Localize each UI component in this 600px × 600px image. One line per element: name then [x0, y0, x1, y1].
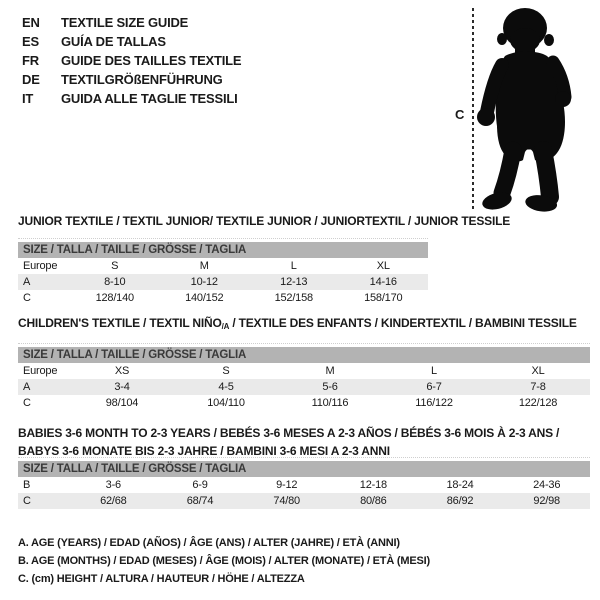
- value-cell: 86/92: [446, 495, 474, 507]
- height-dotted-line: [472, 8, 474, 210]
- language-row-en: [22, 13, 241, 32]
- language-label: GUÍA DE TALLAS: [61, 34, 166, 49]
- size-cell: M: [325, 365, 335, 377]
- language-row-fr: [22, 51, 241, 70]
- value-cell: 12-13: [280, 276, 308, 288]
- size-header-bar: SIZE / TALLA / TAILLE / GRÖSSE / TAGLIA: [18, 242, 428, 258]
- heading-text: CHILDREN'S TEXTILE / TEXTIL NIÑO: [18, 316, 222, 330]
- value-cell: 68/74: [186, 495, 214, 507]
- language-label: GUIDE DES TAILLES TEXTILE: [61, 53, 242, 68]
- row-label: C: [23, 292, 31, 304]
- value-cell: 6-7: [426, 381, 442, 393]
- language-label: GUIDA ALLE TAGLIE TESSILI: [61, 91, 238, 106]
- row-label: C: [23, 495, 31, 507]
- language-code: IT: [22, 91, 34, 106]
- height-c-label: C: [455, 107, 465, 122]
- language-title-block: [22, 13, 241, 108]
- row-label: A: [23, 381, 31, 393]
- value-cell: 158/170: [364, 292, 403, 304]
- babies-section-heading: [18, 424, 559, 460]
- table-row: [18, 379, 590, 395]
- size-cell: XS: [114, 365, 130, 377]
- value-cell: 80/86: [360, 495, 387, 507]
- value-cell: 110/116: [311, 397, 349, 409]
- language-code: DE: [22, 72, 40, 87]
- table-row: [18, 290, 428, 306]
- value-cell: 18-24: [446, 479, 474, 491]
- row-label: Europe: [23, 365, 58, 377]
- row-label: B: [23, 479, 31, 491]
- table-row: [18, 477, 590, 493]
- value-cell: 128/140: [95, 292, 134, 304]
- language-row-it: [22, 89, 241, 108]
- language-label: TEXTILE SIZE GUIDE: [61, 15, 189, 30]
- value-cell: 10-12: [190, 276, 218, 288]
- value-cell: 14-16: [369, 276, 397, 288]
- row-label: C: [23, 397, 31, 409]
- junior-size-table: [18, 238, 428, 306]
- row-label: Europe: [23, 260, 58, 272]
- table-top-rule: [18, 343, 590, 344]
- table-row: [18, 395, 590, 411]
- value-cell: 8-10: [104, 276, 126, 288]
- table-row: [18, 493, 590, 509]
- language-row-es: [22, 32, 241, 51]
- table-row: [18, 258, 428, 274]
- value-cell: 104/110: [207, 397, 245, 409]
- table-top-rule: [18, 457, 590, 458]
- table-row: [18, 274, 428, 290]
- legend-notes: [18, 534, 430, 588]
- children-section-heading: [18, 317, 577, 333]
- language-code: EN: [22, 15, 40, 30]
- language-code: FR: [22, 53, 39, 68]
- value-cell: 98/104: [105, 397, 139, 409]
- children-size-table: [18, 343, 590, 411]
- value-cell: 5-6: [322, 381, 338, 393]
- language-code: ES: [22, 34, 39, 49]
- size-cell: M: [199, 260, 209, 272]
- value-cell: 152/158: [274, 292, 313, 304]
- size-cell: XL: [376, 260, 390, 272]
- heading-line-2: BABYS 3-6 MONATE BIS 2-3 JAHRE / BAMBINI 3-6 MESI A 2-3 ANNI: [18, 444, 390, 458]
- value-cell: 74/80: [273, 495, 300, 507]
- language-label: TEXTILGRÖßENFÜHRUNG: [61, 72, 223, 87]
- value-cell: 7-8: [530, 381, 546, 393]
- value-cell: 3-4: [114, 381, 130, 393]
- value-cell: 122/128: [518, 397, 558, 409]
- size-cell: L: [431, 365, 437, 377]
- row-label: A: [23, 276, 31, 288]
- value-cell: 3-6: [105, 479, 121, 491]
- babies-size-table: [18, 457, 590, 509]
- value-cell: 116/122: [415, 397, 453, 409]
- size-header-bar: SIZE / TALLA / TAILLE / GRÖSSE / TAGLIA: [18, 461, 590, 477]
- note-c: C. (cm) HEIGHT / ALTURA / HAUTEUR / HÖHE / ALTEZZA: [18, 573, 305, 585]
- size-cell: XL: [531, 365, 545, 377]
- value-cell: 12-18: [359, 479, 387, 491]
- heading-line-1: BABIES 3-6 MONTH TO 2-3 YEARS / BEBÉS 3-6 MESES A 2-3 AÑOS / BÉBÉS 3-6 MOIS À 2-3 ANS /: [18, 426, 560, 440]
- size-cell: S: [111, 260, 119, 272]
- language-row-de: [22, 70, 241, 89]
- junior-section-heading: JUNIOR TEXTILE / TEXTIL JUNIOR/ TEXTILE JUNIOR / JUNIORTEXTIL / JUNIOR TESSILE: [18, 214, 511, 228]
- value-cell: 92/98: [533, 495, 560, 507]
- size-cell: L: [290, 260, 297, 272]
- size-header-bar: SIZE / TALLA / TAILLE / GRÖSSE / TAGLIA: [18, 347, 590, 363]
- heading-subscript: /A: [221, 322, 230, 331]
- heading-text: / TEXTILE DES ENFANTS / KINDERTEXTIL / BAMBINI TESSILE: [229, 316, 577, 330]
- note-b: B. AGE (MONTHS) / EDAD (MESES) / ÂGE (MOIS) / ALTER (MONATE) / ETÀ (MESI): [18, 555, 430, 567]
- table-row: [18, 363, 590, 379]
- note-a: A. AGE (YEARS) / EDAD (AÑOS) / ÂGE (ANS) / ALTER (JAHRE) / ETÀ (ANNI): [18, 537, 400, 549]
- size-cell: S: [222, 365, 230, 377]
- value-cell: 4-5: [218, 381, 234, 393]
- toddler-silhouette-icon: [475, 2, 585, 215]
- table-top-rule: [18, 238, 428, 239]
- value-cell: 62/68: [100, 495, 127, 507]
- value-cell: 6-9: [192, 479, 208, 491]
- value-cell: 140/152: [185, 292, 224, 304]
- value-cell: 9-12: [276, 479, 298, 491]
- value-cell: 24-36: [533, 479, 561, 491]
